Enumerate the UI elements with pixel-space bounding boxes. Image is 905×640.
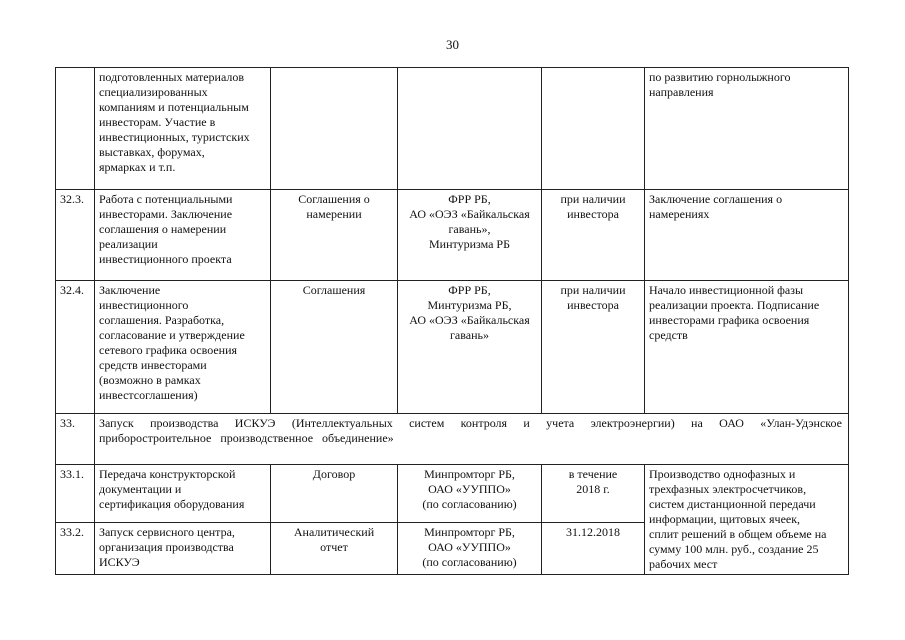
table-row: [56, 414, 849, 465]
result-cell: по развитию горнолыжного направления: [645, 68, 849, 190]
row-number: 32.4.: [56, 281, 95, 414]
activity-cell: Передача конструкторской документации и сертификация оборудования: [95, 465, 271, 523]
responsible-cell: ФРР РБ, АО «ОЭЗ «Байкальская гавань», Минтуризма РБ: [398, 190, 542, 281]
table-row: [56, 190, 849, 281]
responsible-cell: Минпромторг РБ, ОАО «УУППО» (по согласованию): [398, 523, 542, 575]
document-cell: Соглашения: [271, 281, 398, 414]
row-number: 33.: [56, 414, 95, 465]
page-number: 30: [446, 37, 459, 52]
deadline-cell: 31.12.2018: [542, 523, 645, 575]
responsible-cell: ФРР РБ, Минтуризма РБ, АО «ОЭЗ «Байкальская гавань»: [398, 281, 542, 414]
document-cell: Договор: [271, 465, 398, 523]
table-row: [56, 68, 849, 190]
row-number: 33.2.: [56, 523, 95, 575]
result-cell: Заключение соглашения о намерениях: [645, 190, 849, 281]
row-number: [56, 68, 95, 190]
document-cell: Соглашения о намерении: [271, 190, 398, 281]
deadline-cell: [542, 68, 645, 190]
document-cell: [271, 68, 398, 190]
result-cell: Производство однофазных и трехфазных электросчетчиков, систем дистанционной передачи информации, щитовых ячеек, сплит решений в общем объеме на сумму 100 млн. руб., создание 25 рабочих мест: [645, 465, 849, 575]
responsible-cell: Минпромторг РБ, ОАО «УУППО» (по согласованию): [398, 465, 542, 523]
result-cell: Начало инвестиционной фазы реализации проекта. Подписание инвесторами графика освоения средств: [645, 281, 849, 414]
table-row: [56, 465, 849, 523]
document-cell: Аналитический отчет: [271, 523, 398, 575]
activity-cell: Запуск сервисного центра, организация производства ИСКУЭ: [95, 523, 271, 575]
section-title-cell: Запуск производства ИСКУЭ (Интеллектуальных систем контроля и учета электроэнергии) на ОАО «Улан-Удэнское приборостроительное производственное объединение»: [95, 414, 849, 465]
activity-cell: Работа с потенциальными инвесторами. Заключение соглашения о намерении реализации инвестиционного проекта: [95, 190, 271, 281]
activity-cell: Заключение инвестиционного соглашения. Разработка, согласование и утверждение сетевого графика освоения средств инвесторами (возможно в рамках инвестсоглашения): [95, 281, 271, 414]
deadline-cell: при наличии инвестора: [542, 281, 645, 414]
measures-table: [55, 67, 849, 575]
table-row: [56, 281, 849, 414]
deadline-cell: при наличии инвестора: [542, 190, 645, 281]
responsible-cell: [398, 68, 542, 190]
row-number: 32.3.: [56, 190, 95, 281]
activity-cell: подготовленных материалов специализированных компаниям и потенциальным инвесторам. Участие в инвестиционных, туристских выставках, форумах, ярмарках и т.п.: [95, 68, 271, 190]
row-number: 33.1.: [56, 465, 95, 523]
deadline-cell: в течение 2018 г.: [542, 465, 645, 523]
